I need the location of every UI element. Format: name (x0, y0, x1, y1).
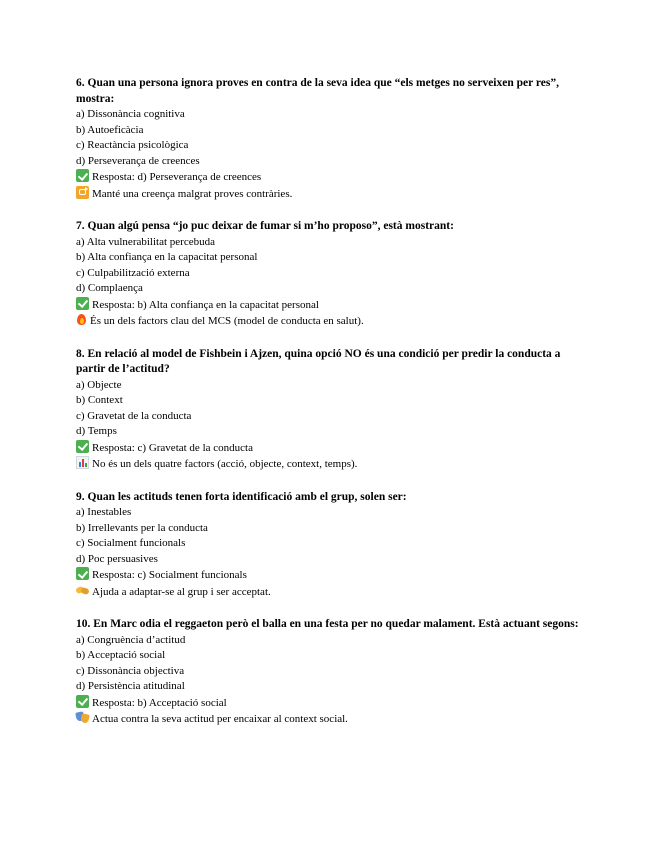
option-c: c) Dissonància objectiva (76, 664, 185, 677)
answer-line (76, 297, 586, 314)
question-8 (76, 347, 586, 473)
option-c: c) Gravetat de la conducta (76, 409, 192, 422)
option-c: c) Socialment funcionals (76, 537, 186, 549)
note-line (76, 186, 586, 203)
question-10 (76, 617, 586, 728)
answer-line (76, 567, 586, 584)
answer-text: Resposta: d) Perseverança de creences (92, 171, 262, 183)
option-a: a) Alta vulnerabilitat percebuda (76, 235, 215, 248)
note-line (76, 313, 586, 330)
question-title: 6. Quan una persona ignora proves en contra de la seva idea que “els metges no serveixen per res”, mostra: (76, 77, 559, 105)
handshake-icon (76, 584, 89, 597)
check-mark-icon (76, 440, 89, 453)
note-line (76, 711, 586, 728)
option-b: b) Alta confiança en la capacitat personal (76, 251, 258, 263)
option-b: b) Context (76, 394, 123, 406)
answer-text: Resposta: c) Gravetat de la conducta (92, 441, 253, 454)
option-d: d) Temps (76, 425, 117, 437)
question-7 (76, 219, 586, 330)
option-a: a) Congruència d’actitud (76, 633, 186, 646)
option-c: c) Reactància psicològica (76, 139, 189, 151)
note-text: Manté una creença malgrat proves contràries. (92, 187, 293, 200)
answer-text: Resposta: b) Acceptació social (92, 696, 227, 709)
check-mark-icon (76, 567, 89, 580)
answer-line (76, 169, 586, 186)
note-text: És un dels factors clau del MCS (model de conducta en salut). (90, 315, 364, 327)
option-b: b) Irrellevants per la conducta (76, 521, 208, 534)
note-text: Actua contra la seva actitud per encaixar al context social. (92, 713, 348, 725)
question-title: 7. Quan algú pensa “jo puc deixar de fumar si m’ho proposo”, està mostrant: (76, 220, 454, 232)
repeat-icon (76, 186, 89, 199)
option-d: d) Poc persuasives (76, 552, 158, 565)
note-line (76, 456, 586, 473)
question-6 (76, 76, 586, 202)
answer-line (76, 695, 586, 712)
option-c: c) Culpabilització externa (76, 266, 190, 279)
answer-text: Resposta: c) Socialment funcionals (92, 569, 247, 581)
question-9 (76, 490, 586, 601)
check-mark-icon (76, 297, 89, 310)
option-b: b) Autoeficàcia (76, 123, 144, 136)
note-text: No és un dels quatre factors (acció, objecte, context, temps). (92, 458, 358, 470)
bar-chart-icon (76, 456, 89, 469)
document-page (76, 76, 586, 745)
option-a: a) Objecte (76, 378, 122, 391)
answer-line (76, 440, 586, 457)
option-d: d) Complaença (76, 282, 143, 294)
note-line (76, 584, 586, 601)
option-d: d) Perseverança de creences (76, 154, 200, 167)
check-mark-icon (76, 169, 89, 182)
question-title: 10. En Marc odia el reggaeton però el balla en una festa per no quedar malament. Està actuant segons: (76, 618, 579, 630)
fire-icon (76, 313, 87, 326)
option-b: b) Acceptació social (76, 649, 166, 661)
answer-text: Resposta: b) Alta confiança en la capacitat personal (92, 298, 319, 311)
option-d: d) Persistència atitudinal (76, 680, 185, 692)
note-text: Ajuda a adaptar-se al grup i ser acceptat. (92, 585, 271, 598)
option-a: a) Inestables (76, 506, 132, 518)
question-title: 9. Quan les actituds tenen forta identificació amb el grup, solen ser: (76, 490, 407, 503)
theater-masks-icon (76, 711, 89, 724)
option-a: a) Dissonància cognitiva (76, 108, 185, 120)
question-title: 8. En relació al model de Fishbein i Ajzen, quina opció NO és una condició per predir la conducta a partir de l’actitud? (76, 347, 561, 375)
check-mark-icon (76, 695, 89, 708)
